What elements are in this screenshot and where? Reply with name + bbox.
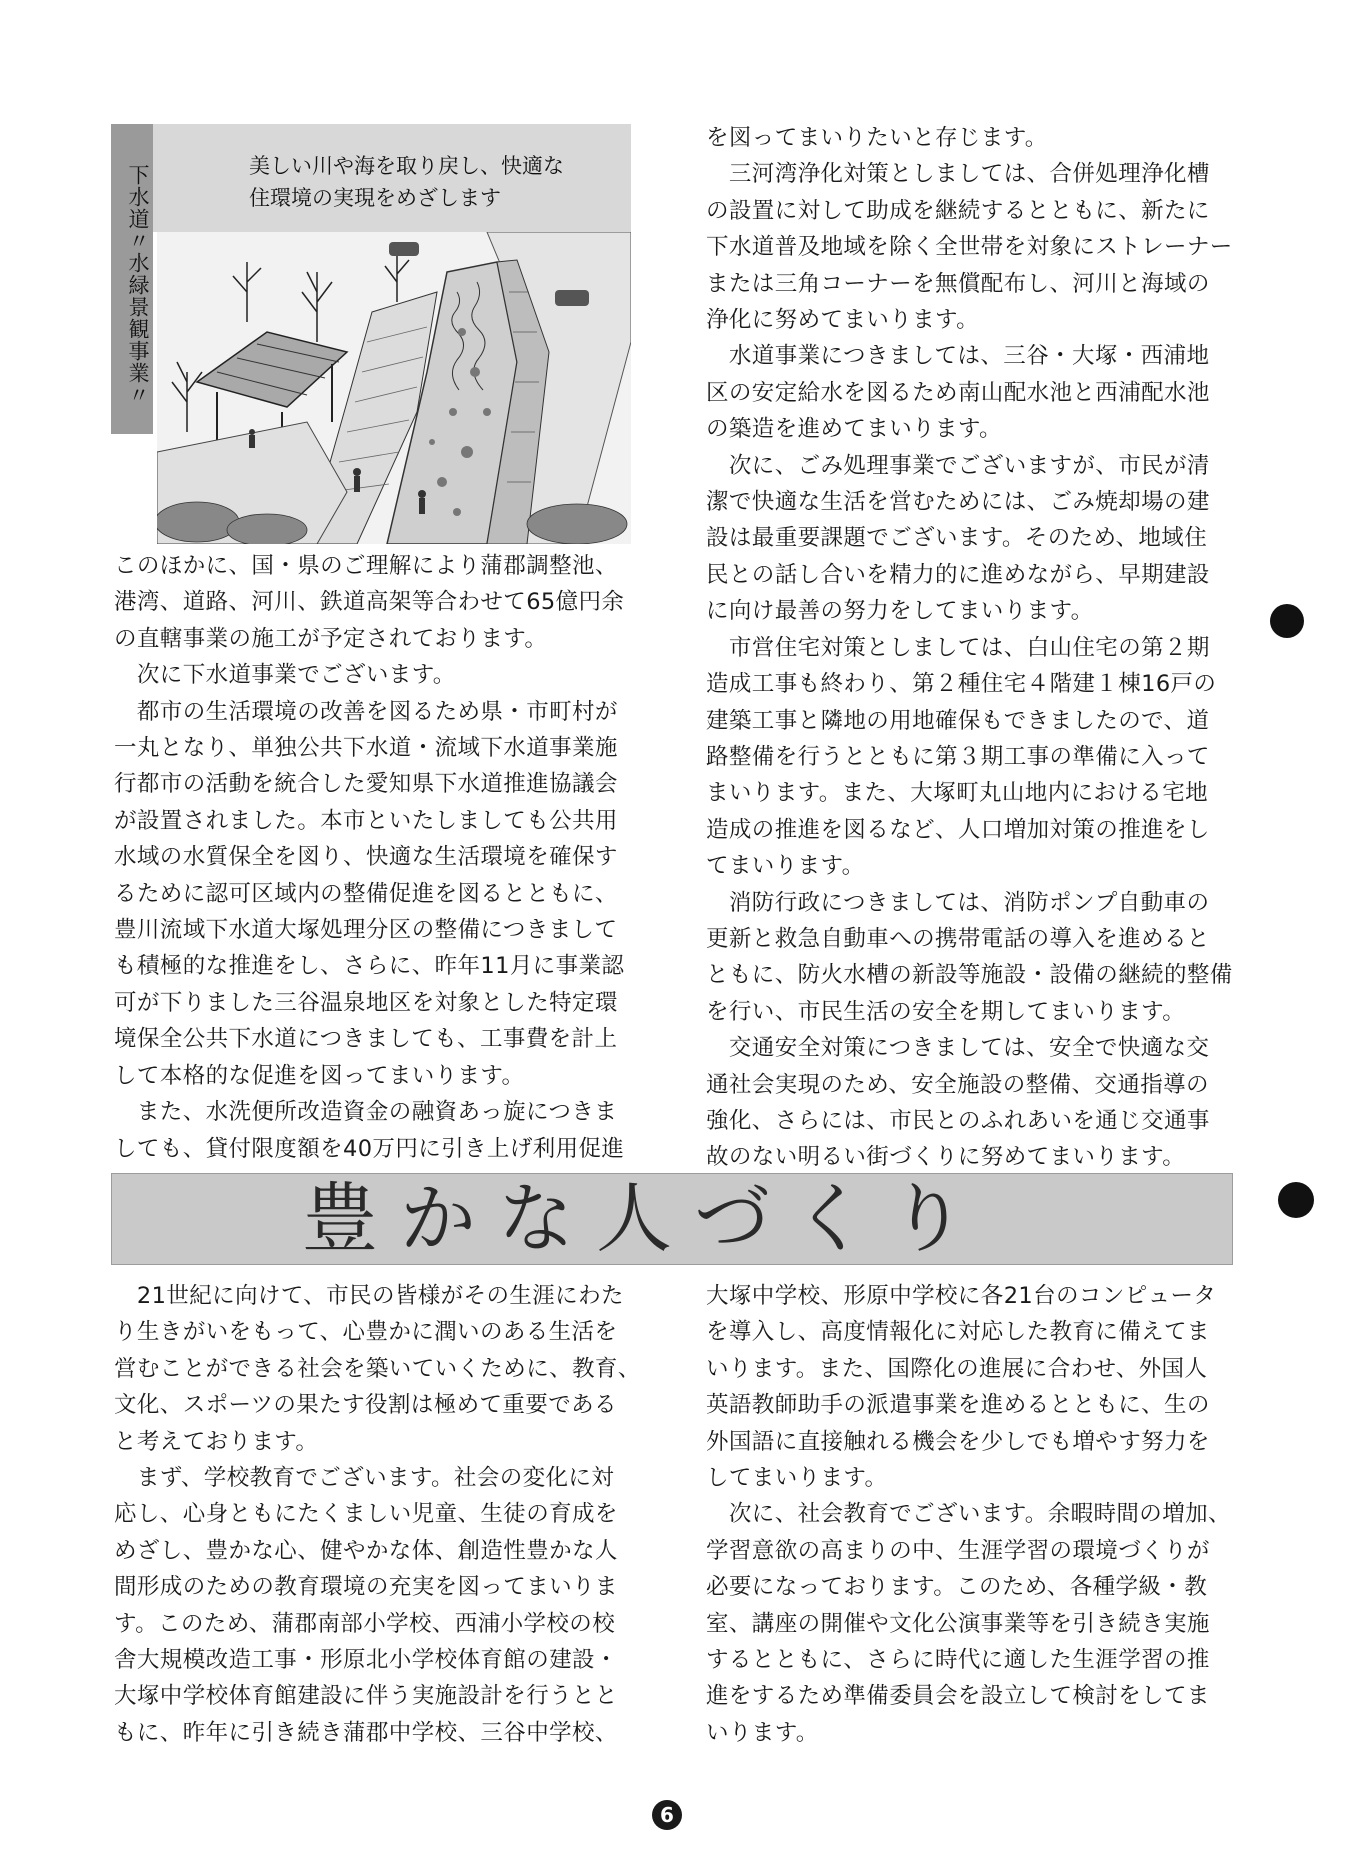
paragraph-line: 応し、心身ともにたくましい児童、生徒の育成を (114, 1501, 618, 1528)
paragraph-line: 文化、スポーツの果たす役割は極めて重要である (114, 1392, 617, 1419)
paragraph-line: が設置されました。本市といたしましても公共用 (114, 807, 618, 834)
paragraph-line: ともに、防火水槽の新設等施設・設備の継続的整備 (706, 962, 1233, 989)
paragraph-line: り生きがいをもって、心豊かに潤いのある生活を (114, 1319, 618, 1346)
section-title: 豊かな人づくり (302, 1174, 988, 1263)
paragraph-line: の設置に対して助成を継続するとともに、新たに (706, 197, 1210, 224)
paragraph-line: 大塚中学校、形原中学校に各21台のコンピュータ (706, 1283, 1217, 1309)
paragraph-line: 21世紀に向けて、市民の皆様がその生涯にわた (114, 1283, 624, 1309)
text-column-bottom-right (706, 1278, 1236, 1751)
paragraph-line: 設は最重要課題でございます。そのため、地域住 (706, 525, 1208, 552)
paragraph-line: 浄化に努めてまいります。 (706, 307, 980, 334)
paragraph-line: 港湾、道路、河川、鉄道高架等合わせて65億円余 (114, 589, 625, 616)
text-column-bottom-left (114, 1278, 644, 1751)
paragraph-line: 更新と救急自動車への携帯電話の導入を進めると (706, 925, 1210, 952)
feature-caption-line: 住環境の実現をめざします (249, 186, 501, 210)
paragraph-line: の直轄事業の施工が予定されております。 (114, 625, 548, 652)
paragraph-line: す。このため、蒲郡南部小学校、西浦小学校の校 (114, 1610, 616, 1637)
paragraph-line: 民との話し合いを精力的に進めながら、早期建設 (706, 561, 1210, 588)
paragraph-line: 強化、さらには、市民とのふれあいを通じ交通事 (706, 1107, 1210, 1134)
section-banner (111, 1173, 1233, 1265)
paragraph-line: 営むことができる社会を築いていくために、教育、 (114, 1355, 641, 1382)
feature-box (111, 124, 631, 544)
paragraph-line: 故のない明るい街づくりに努めてまいります。 (706, 1144, 1186, 1171)
paragraph-line: を行い、市民生活の安全を期してまいります。 (706, 998, 1186, 1025)
paragraph-line: 三河湾浄化対策としましては、合併処理浄化槽 (706, 161, 1210, 188)
paragraph-line: して本格的な促進を図ってまいります。 (114, 1062, 525, 1089)
paragraph-line: まず、学校教育でございます。社会の変化に対 (114, 1465, 615, 1492)
paragraph-line: するとともに、さらに時代に適した生涯学習の推 (706, 1647, 1210, 1674)
paragraph-line: 下水道普及地域を除く全世帯を対象にストレーナー (706, 234, 1233, 261)
paragraph-line: 舎大規模改造工事・形原北小学校体育館の建設・ (114, 1647, 618, 1674)
paragraph-line: 可が下りました三谷温泉地区を対象とした特定環 (114, 989, 618, 1016)
paragraph-line: 都市の生活環境の改善を図るため県・市町村が (114, 698, 618, 725)
paragraph-line: もに、昨年に引き続き蒲郡中学校、三谷中学校、 (114, 1719, 618, 1746)
feature-tag: 下水道〃水緑景観事業〃 (126, 164, 150, 406)
paragraph-line: いります。 (706, 1719, 819, 1746)
paragraph-line: 水域の水質保全を図り、快適な生活環境を確保す (114, 844, 618, 871)
paragraph-line: 通社会実現のため、安全施設の整備、交通指導の (706, 1071, 1209, 1098)
paragraph-line: まいります。また、大塚町丸山地内における宅地 (706, 780, 1209, 807)
paragraph-line: 豊川流域下水道大塚処理分区の整備につきまして (114, 917, 618, 944)
paragraph-line: 消防行政につきましては、消防ポンプ自動車の (706, 889, 1210, 916)
paragraph-line: してまいります。 (706, 1465, 888, 1492)
binder-hole (1278, 1182, 1314, 1218)
paragraph-line: 間形成のための教育環境の充実を図ってまいりま (114, 1574, 618, 1601)
paragraph-line: 市営住宅対策としましては、白山住宅の第２期 (706, 634, 1210, 661)
paragraph-line: てまいります。 (706, 853, 865, 880)
paragraph-line: 行都市の活動を統合した愛知県下水道推進協議会 (114, 771, 618, 798)
paragraph-line: 造成工事も終わり、第２種住宅４階建１棟16戸の (706, 671, 1217, 698)
paragraph-line: しても、貸付限度額を40万円に引き上げ利用促進 (114, 1135, 625, 1162)
paragraph-line: 建築工事と隣地の用地確保もできましたので、道 (706, 707, 1210, 734)
page-number: 6 (652, 1800, 682, 1830)
paragraph-line: いります。また、国際化の進展に合わせ、外国人 (706, 1355, 1208, 1382)
paragraph-line: 学習意欲の高まりの中、生涯学習の環境づくりが (706, 1537, 1210, 1564)
paragraph-line: 交通安全対策につきましては、安全で快適な交 (706, 1035, 1210, 1062)
paragraph-line: このほかに、国・県のご理解により蒲郡調整池、 (114, 553, 618, 579)
paragraph-line: 境保全公共下水道につきましても、工事費を計上 (114, 1026, 618, 1053)
paragraph-line: 次に下水道事業でございます。 (114, 662, 456, 689)
paragraph-line: 進をするため準備委員会を設立して検討をしてま (706, 1683, 1210, 1710)
paragraph-line: 区の安定給水を図るため南山配水池と西浦配水池 (706, 379, 1210, 406)
paragraph-line: 一丸となり、単独公共下水道・流域下水道事業施 (114, 735, 618, 762)
paragraph-line: を図ってまいりたいと存じます。 (706, 125, 1048, 151)
binder-hole (1270, 604, 1304, 638)
feature-caption-box (153, 124, 631, 232)
paragraph-line: の築造を進めてまいります。 (706, 416, 1002, 443)
paragraph-line: 必要になっております。このため、各種学級・教 (706, 1574, 1208, 1601)
paragraph-line: 潔で快適な生活を営むためには、ごみ焼却場の建 (706, 489, 1210, 516)
paragraph-line: または三角コーナーを無償配布し、河川と海域の (706, 270, 1210, 297)
paragraph-line: 英語教師助手の派遣事業を進めるとともに、生の (706, 1392, 1210, 1419)
text-column-top-left (114, 548, 644, 1167)
feature-caption (249, 150, 564, 214)
paragraph-line: と考えております。 (114, 1428, 319, 1455)
park-river-illustration (157, 232, 631, 544)
paragraph-line: また、水洗便所改造資金の融資あっ旋につきま (114, 1099, 618, 1126)
paragraph-line: 室、講座の開催や文化公演事業等を引き続き実施 (706, 1610, 1210, 1637)
paragraph-line: るために認可区域内の整備促進を図るとともに、 (114, 880, 618, 907)
paragraph-line: 外国語に直接触れる機会を少しでも増やす努力を (706, 1428, 1210, 1455)
paragraph-line: 水道事業につきましては、三谷・大塚・西浦地 (706, 343, 1210, 370)
paragraph-line: 造成の推進を図るなど、人口増加対策の推進をし (706, 816, 1210, 843)
paragraph-line: に向け最善の努力をしてまいります。 (706, 598, 1094, 625)
paragraph-line: 路整備を行うとともに第３期工事の準備に入って (706, 743, 1210, 770)
text-column-top-right (706, 120, 1236, 1176)
paragraph-line: を導入し、高度情報化に対応した教育に備えてま (706, 1319, 1210, 1346)
feature-caption-line: 美しい川や海を取り戻し、快適な (249, 154, 564, 178)
paragraph-line: 次に、社会教育でございます。余暇時間の増加、 (706, 1501, 1231, 1528)
paragraph-line: めざし、豊かな心、健やかな体、創造性豊かな人 (114, 1537, 618, 1564)
paragraph-line: 大塚中学校体育館建設に伴う実施設計を行うとと (114, 1683, 618, 1710)
paragraph-line: も積極的な推進をし、さらに、昨年11月に事業認 (114, 953, 625, 980)
paragraph-line: 次に、ごみ処理事業でございますが、市民が清 (706, 452, 1210, 479)
